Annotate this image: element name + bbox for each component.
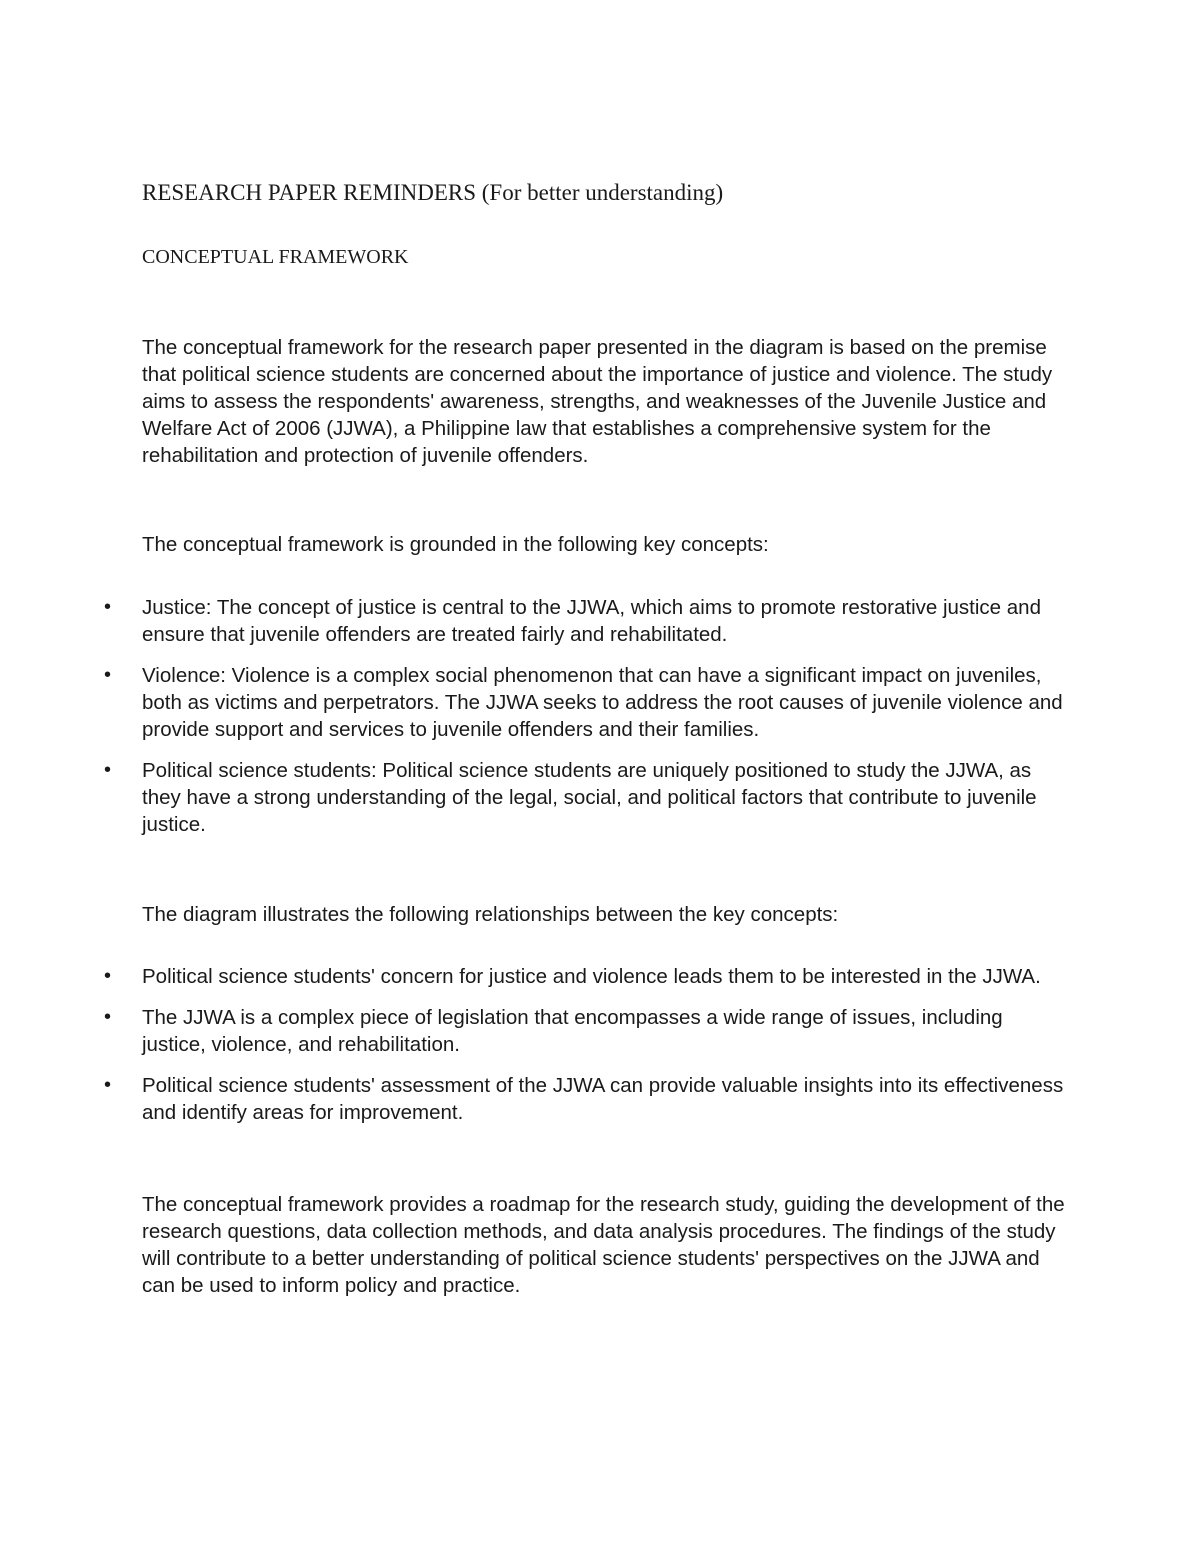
bullet-icon: • (104, 1006, 112, 1028)
bullet-icon: • (104, 1074, 112, 1096)
intro-paragraph: The conceptual framework for the research paper presented in the diagram is based on the premise that political science students are concerned about the importance of justice and violence. The study aims to assess the respondents' awareness, strengths, and weaknesses of the Juvenile Justice and Welfare Act of 2006 (JJWA), a Philippine law that establishes a comprehensive system for the rehabilitation and protection of juvenile offenders. (142, 336, 1053, 467)
list-item (104, 1004, 1072, 1058)
list-item (104, 963, 1072, 990)
section-heading: CONCEPTUAL FRAMEWORK (142, 246, 409, 268)
list-item-text: Political science students: Political science students are uniquely positioned to study the JJWA, as they have a strong understanding of the legal, social, and political factors that contribute to juvenile justice. (142, 759, 1037, 836)
bullet-icon: • (104, 965, 112, 987)
document-title: RESEARCH PAPER REMINDERS (For better understanding) (142, 180, 724, 205)
list-item (104, 1072, 1072, 1126)
bullet-icon: • (104, 664, 112, 686)
list-item-text: Political science students' assessment of the JJWA can provide valuable insights into its effectiveness and identify areas for improvement. (142, 1074, 1064, 1124)
concepts-intro-paragraph: The conceptual framework is grounded in the following key concepts: (142, 533, 769, 556)
list-item (104, 757, 1072, 838)
list-item-text: Political science students' concern for justice and violence leads them to be interested in the JJWA. (142, 965, 1041, 988)
list-item (104, 594, 1072, 648)
key-concepts-list (104, 594, 1072, 852)
list-item-text: Justice: The concept of justice is central to the JJWA, which aims to promote restorative justice and ensure that juvenile offenders are treated fairly and rehabilitated. (142, 596, 1041, 646)
list-item (104, 662, 1072, 743)
closing-paragraph: The conceptual framework provides a roadmap for the research study, guiding the development of the research questions, data collection methods, and data analysis procedures. The findings of the study will contribute to a better understanding of political science students' perspectives on the JJWA and can be used to inform policy and practice. (142, 1193, 1065, 1297)
relationships-intro-paragraph: The diagram illustrates the following relationships between the key concepts: (142, 903, 839, 926)
bullet-icon: • (104, 596, 112, 618)
list-item-text: Violence: Violence is a complex social phenomenon that can have a significant impact on juveniles, both as victims and perpetrators. The JJWA seeks to address the root causes of juvenile violence and provide support and services to juvenile offenders and their families. (142, 664, 1063, 741)
relationships-list (104, 963, 1072, 1140)
bullet-icon: • (104, 759, 112, 781)
list-item-text: The JJWA is a complex piece of legislation that encompasses a wide range of issues, including justice, violence, and rehabilitation. (142, 1006, 1003, 1056)
